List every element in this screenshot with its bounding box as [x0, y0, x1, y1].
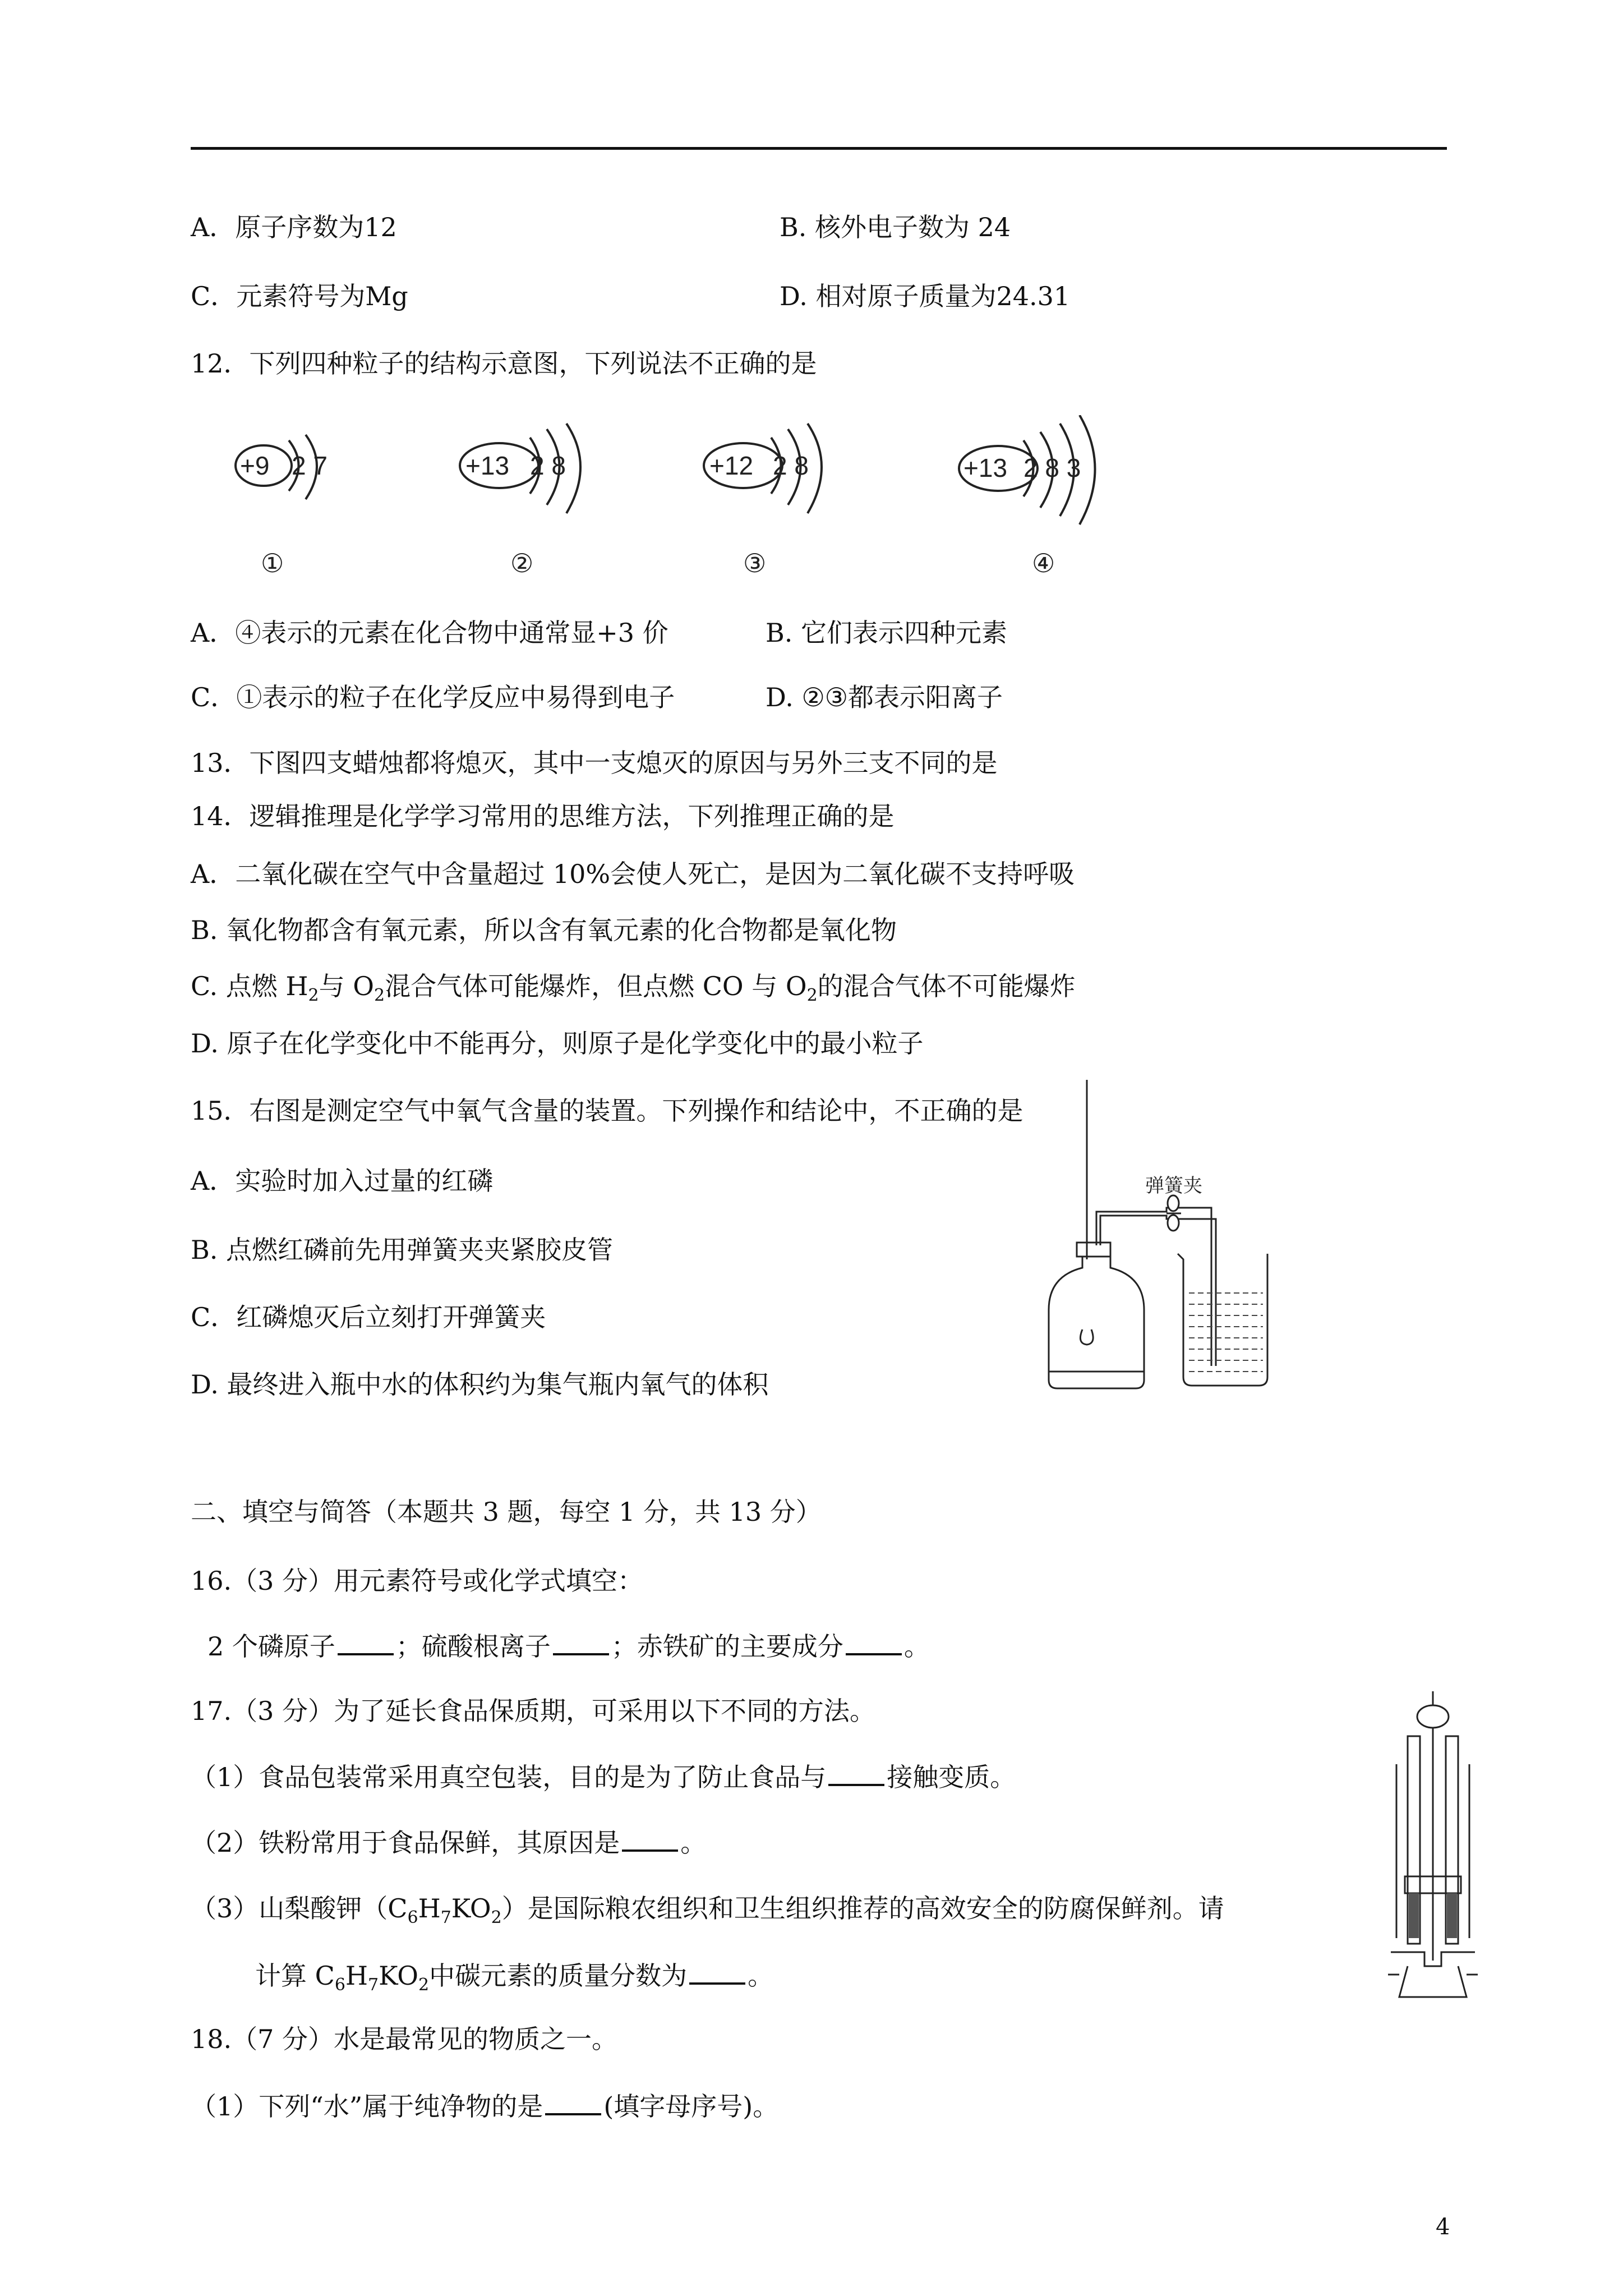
q14-stem: 14．逻辑推理是化学学习常用的思维方法，下列推理正确的是 — [191, 801, 895, 831]
q18-stem: 18.（7 分）水是最常见的物质之一。 — [191, 2024, 618, 2054]
q17-part-3: （3）山梨酸钾$(C_6H_7KO_2)$是国际粮农组织和卫生组织推荐的高效安全的防腐保鲜剂。请 — [191, 1893, 1224, 1927]
q14-option-b: B. 氧化物都含有氧元素，所以含有氧元素的化合物都是氧化物 — [191, 915, 897, 945]
q17-part-3-line-2: 计算 $C_6H_7KO_2$中碳元素的质量分数为 。 — [255, 1961, 774, 1995]
answer-blank[interactable] — [545, 2091, 601, 2115]
q17-part-1: （1）食品包装常采用真空包装，目的是为了防止食品与 接触变质。 — [191, 1762, 1016, 1792]
particle-2-label: ② — [510, 549, 534, 578]
particle-3-label: ③ — [743, 549, 767, 578]
answer-blank[interactable] — [338, 1631, 394, 1655]
q15-option-d: D. 最终进入瓶中水的体积约为集气瓶内氧气的体积 — [191, 1369, 769, 1400]
q16-stem: 16.（3 分）用元素符号或化学式填空： — [191, 1566, 644, 1596]
atomic-structure-diagrams — [224, 415, 1346, 589]
header-rule — [191, 147, 1447, 150]
answer-blank[interactable] — [622, 1827, 678, 1852]
particle-1-label: ① — [261, 549, 284, 578]
q12-option-b: B. 它们表示四种元素 — [766, 618, 1008, 648]
q16-blanks-line: 2 个磷原子 ；硫酸根离子 ；赤铁矿的主要成分 。 — [208, 1631, 930, 1662]
q17-stem: 17.（3 分）为了延长食品保质期，可采用以下不同的方法。 — [191, 1696, 876, 1726]
section-2-title: 二、填空与简答（本题共 3 题，每空 1 分，共 13 分） — [191, 1497, 822, 1527]
q11-option-c: C．元素符号为Mg — [191, 281, 408, 311]
q14-option-d: D. 原子在化学变化中不能再分，则原子是化学变化中的最小粒子 — [191, 1028, 924, 1059]
particle-1-shells: 2 7 — [292, 451, 328, 480]
q15-stem: 15．右图是测定空气中氧气含量的装置。下列操作和结论中，不正确的是 — [191, 1096, 1023, 1126]
particle-2-shells: 2 8 — [530, 451, 566, 480]
water-electrolysis-apparatus — [1385, 1691, 1481, 2005]
particle-4-nucleus: +13 — [963, 453, 1008, 482]
q14-option-c: C. 点燃 $H_2$与 $O_2$混合气体可能爆炸，但点燃 CO 与 $O_2$的混合气体不可能爆炸 — [191, 971, 1076, 1005]
q14-option-a: A．二氧化碳在空气中含量超过 10%会使人死亡，是因为二氧化碳不支持呼吸 — [191, 859, 1075, 889]
particle-2-nucleus: +13 — [465, 451, 510, 480]
q11-option-a: A．原子序数为12 — [191, 212, 397, 242]
q15-option-a: A．实验时加入过量的红磷 — [191, 1166, 494, 1196]
q11-option-b: B. 核外电子数为 24 — [780, 212, 1011, 242]
q12-option-c: C．①表示的粒子在化学反应中易得到电子 — [191, 682, 675, 712]
particle-1-nucleus: +9 — [240, 451, 270, 480]
particle-4-shells: 2 8 3 — [1023, 453, 1081, 482]
answer-blank[interactable] — [846, 1631, 902, 1655]
answer-blank[interactable] — [828, 1761, 884, 1786]
q11-option-d: D. 相对原子质量为24.31 — [780, 281, 1071, 311]
particle-3-nucleus: +12 — [709, 451, 754, 480]
answer-blank[interactable] — [689, 1960, 745, 1985]
answer-blank[interactable] — [553, 1631, 609, 1655]
q13-stem: 13．下图四支蜡烛都将熄灭，其中一支熄灭的原因与另外三支不同的是 — [191, 748, 998, 778]
particle-4-label: ④ — [1032, 549, 1055, 578]
q12-option-d: D. ②③都表示阳离子 — [766, 682, 1003, 712]
q12-stem: 12．下列四种粒子的结构示意图，下列说法不正确的是 — [191, 348, 817, 379]
oxygen-measurement-apparatus — [1043, 1074, 1290, 1400]
q15-option-c: C．红磷熄灭后立刻打开弹簧夹 — [191, 1302, 546, 1332]
spring-clamp-label: 弹簧夹 — [1145, 1175, 1202, 1197]
page-number: 4 — [1436, 2214, 1450, 2240]
q18-part-1: （1）下列“水”属于纯净物的是 (填字母序号)。 — [191, 2091, 779, 2122]
q12-option-a: A．④表示的元素在化合物中通常显+3 价 — [191, 618, 668, 648]
q15-option-b: B. 点燃红磷前先用弹簧夹夹紧胶皮管 — [191, 1235, 614, 1265]
q17-part-2: （2）铁粉常用于食品保鲜，其原因是 。 — [191, 1828, 707, 1858]
particle-3-shells: 2 8 — [773, 451, 809, 480]
